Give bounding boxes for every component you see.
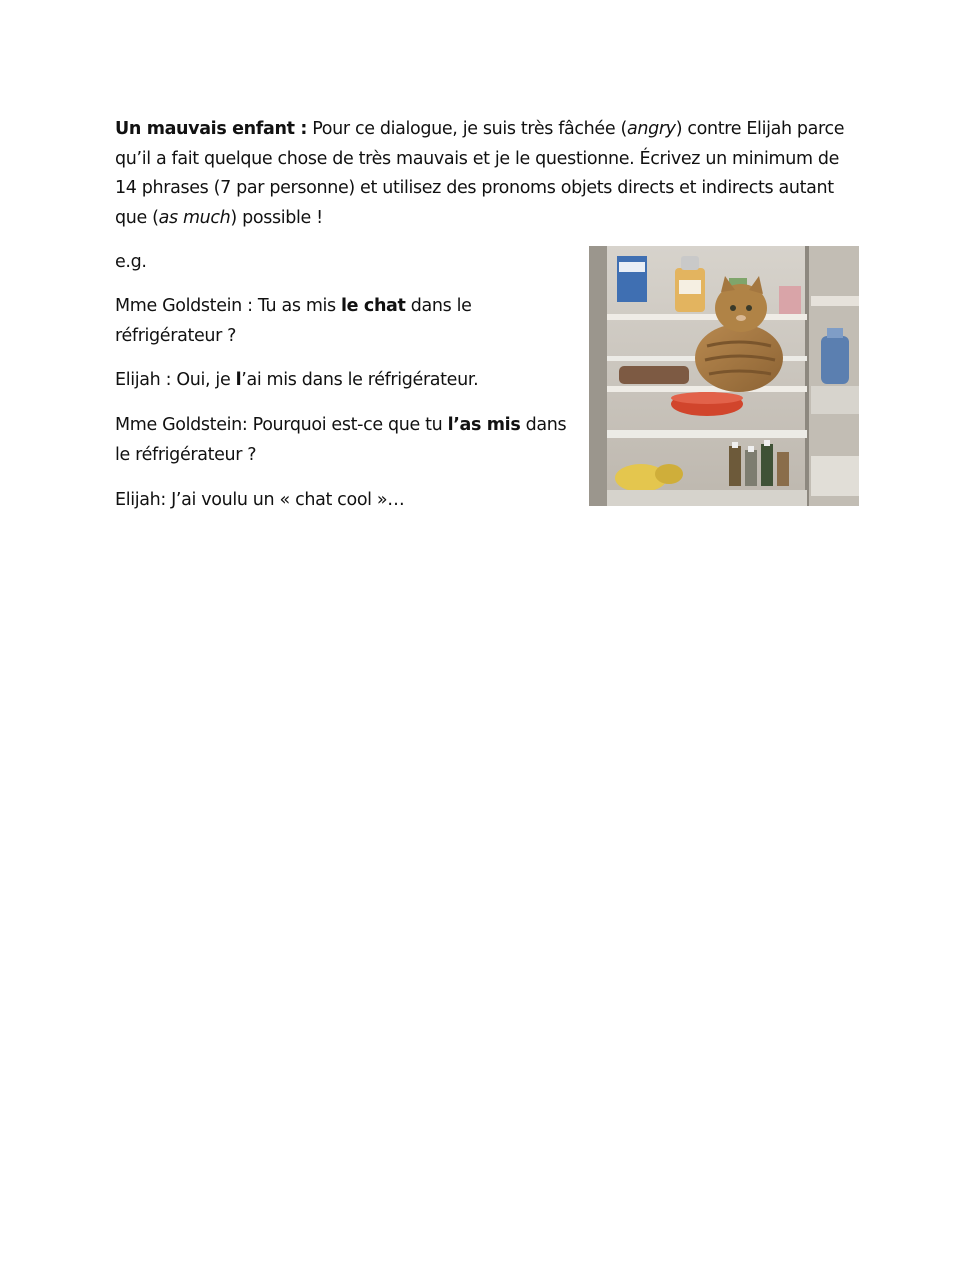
instructions-paragraph: [115, 115, 865, 233]
instructions-text-2: ) contre Elijah parce qu’il a fait quelque chose de très mauvais et je le questionne. Écrivez un minimum de 14 phrases (7 par personne) et utilisez des pronoms objets directs et indirects autant que (: [115, 119, 845, 228]
dialogue-line-1-after: dans le réfrigérateur ?: [115, 296, 472, 346]
dialogue-line-3-bold: l’as mis: [447, 415, 521, 435]
cat-in-fridge-photo: [589, 246, 859, 506]
instructions-text-3: ) possible !: [230, 207, 323, 228]
dialogue-line-3: [115, 411, 570, 470]
dialogue-line-1: [115, 292, 570, 351]
instructions-text-1: Pour ce dialogue, je suis très fâchée (: [307, 119, 627, 139]
dialogue-line-3-before: Mme Goldstein: Pourquoi est-ce que tu: [115, 415, 448, 435]
dialogue-line-2: [115, 366, 570, 396]
dialogue-line-1-before: Mme Goldstein : Tu as mis: [115, 296, 342, 316]
dialogue-line-2-before: Elijah : Oui, je: [115, 370, 236, 390]
dialogue-line-2-bold: l: [235, 370, 242, 390]
dialogue-line-4: Elijah: J’ai voulu un « chat cool »…: [115, 490, 405, 510]
dialogue-line-1-bold: le chat: [341, 296, 406, 316]
dialogue-line-3-after: dans le réfrigérateur ?: [115, 415, 567, 465]
angry-gloss: angry: [626, 119, 676, 139]
as-much-gloss: as much: [158, 207, 231, 228]
dialogue-line-2-after: ’ai mis dans le réfrigérateur.: [241, 370, 479, 390]
example-label: e.g.: [115, 252, 147, 272]
assignment-title: Un mauvais enfant :: [115, 119, 308, 139]
